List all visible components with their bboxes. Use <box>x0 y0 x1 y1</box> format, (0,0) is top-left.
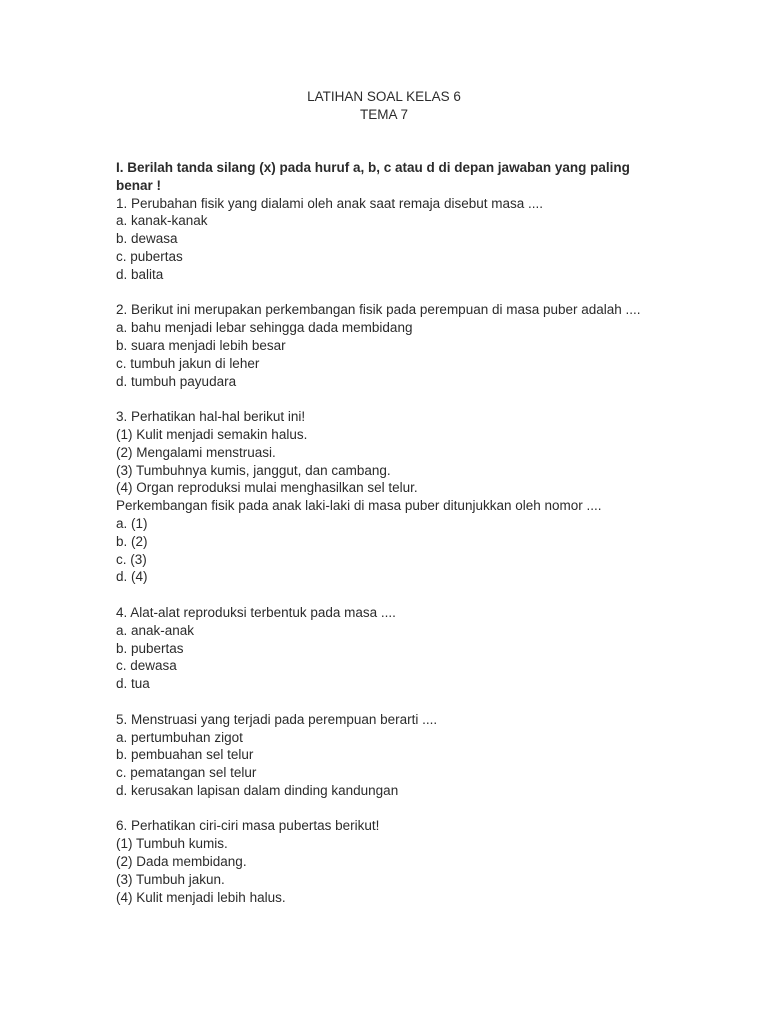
answer-option: d. kerusakan lapisan dalam dinding kandungan <box>116 782 399 798</box>
answer-option: a. anak-anak <box>116 622 195 638</box>
question-stem-line: (4) Organ reproduksi mulai menghasilkan sel telur. <box>116 480 418 496</box>
question-stem-line: (2) Dada membidang. <box>116 854 247 870</box>
answer-option: c. (3) <box>116 551 147 567</box>
question-stem-line: (1) Tumbuh kumis. <box>116 836 228 852</box>
question-4 <box>116 604 646 693</box>
answer-option: a. pertumbuhan zigot <box>116 729 243 745</box>
answer-option: b. pubertas <box>116 640 184 656</box>
question-stem-line: (3) Tumbuh jakun. <box>116 871 225 887</box>
question-stem-line: (3) Tumbuhnya kumis, janggut, dan cambang. <box>116 462 391 478</box>
question-stem-line: (4) Kulit menjadi lebih halus. <box>116 889 286 905</box>
answer-option: c. pematangan sel telur <box>116 765 257 781</box>
answer-option: a. bahu menjadi lebar sehingga dada membidang <box>116 320 413 336</box>
answer-option: d. tumbuh payudara <box>116 373 237 389</box>
question-5 <box>116 711 646 800</box>
question-stem-line: (1) Kulit menjadi semakin halus. <box>116 426 308 442</box>
answer-option: c. dewasa <box>116 658 177 674</box>
document-header <box>0 88 768 124</box>
question-1 <box>116 195 646 284</box>
question-stem-line: Perkembangan fisik pada anak laki-laki di masa puber ditunjukkan oleh nomor .... <box>116 498 602 514</box>
answer-option: d. (4) <box>116 569 148 585</box>
question-2 <box>116 301 646 390</box>
answer-option: b. pembuahan sel telur <box>116 747 254 763</box>
answer-option: b. dewasa <box>116 231 178 247</box>
question-stem: 3. Perhatikan hal-hal berikut ini! <box>116 409 306 425</box>
section-instruction: I. Berilah tanda silang (x) pada huruf a, b, c atau d di depan jawaban yang paling benar ! <box>116 160 630 193</box>
document-body <box>116 159 646 924</box>
document-subtitle: TEMA 7 <box>359 106 408 122</box>
question-stem: 4. Alat-alat reproduksi terbentuk pada masa .... <box>116 604 396 620</box>
question-stem: 5. Menstruasi yang terjadi pada perempuan berarti .... <box>116 711 438 727</box>
answer-option: b. suara menjadi lebih besar <box>116 337 286 353</box>
answer-option: a. (1) <box>116 515 148 531</box>
answer-option: a. kanak-kanak <box>116 213 208 229</box>
question-3 <box>116 408 646 586</box>
answer-option: c. tumbuh jakun di leher <box>116 355 260 371</box>
answer-option: c. pubertas <box>116 248 183 264</box>
question-stem: 1. Perubahan fisik yang dialami oleh anak saat remaja disebut masa .... <box>116 195 543 211</box>
answer-option: b. (2) <box>116 533 148 549</box>
document-title: LATIHAN SOAL KELAS 6 <box>307 89 461 104</box>
question-stem: 6. Perhatikan ciri-ciri masa pubertas berikut! <box>116 818 380 834</box>
question-stem: 2. Berikut ini merupakan perkembangan fisik pada perempuan di masa puber adalah .... <box>116 302 641 318</box>
question-6 <box>116 817 646 906</box>
question-list <box>116 195 646 907</box>
answer-option: d. balita <box>116 266 164 282</box>
question-stem-line: (2) Mengalami menstruasi. <box>116 444 276 460</box>
answer-option: d. tua <box>116 676 150 692</box>
